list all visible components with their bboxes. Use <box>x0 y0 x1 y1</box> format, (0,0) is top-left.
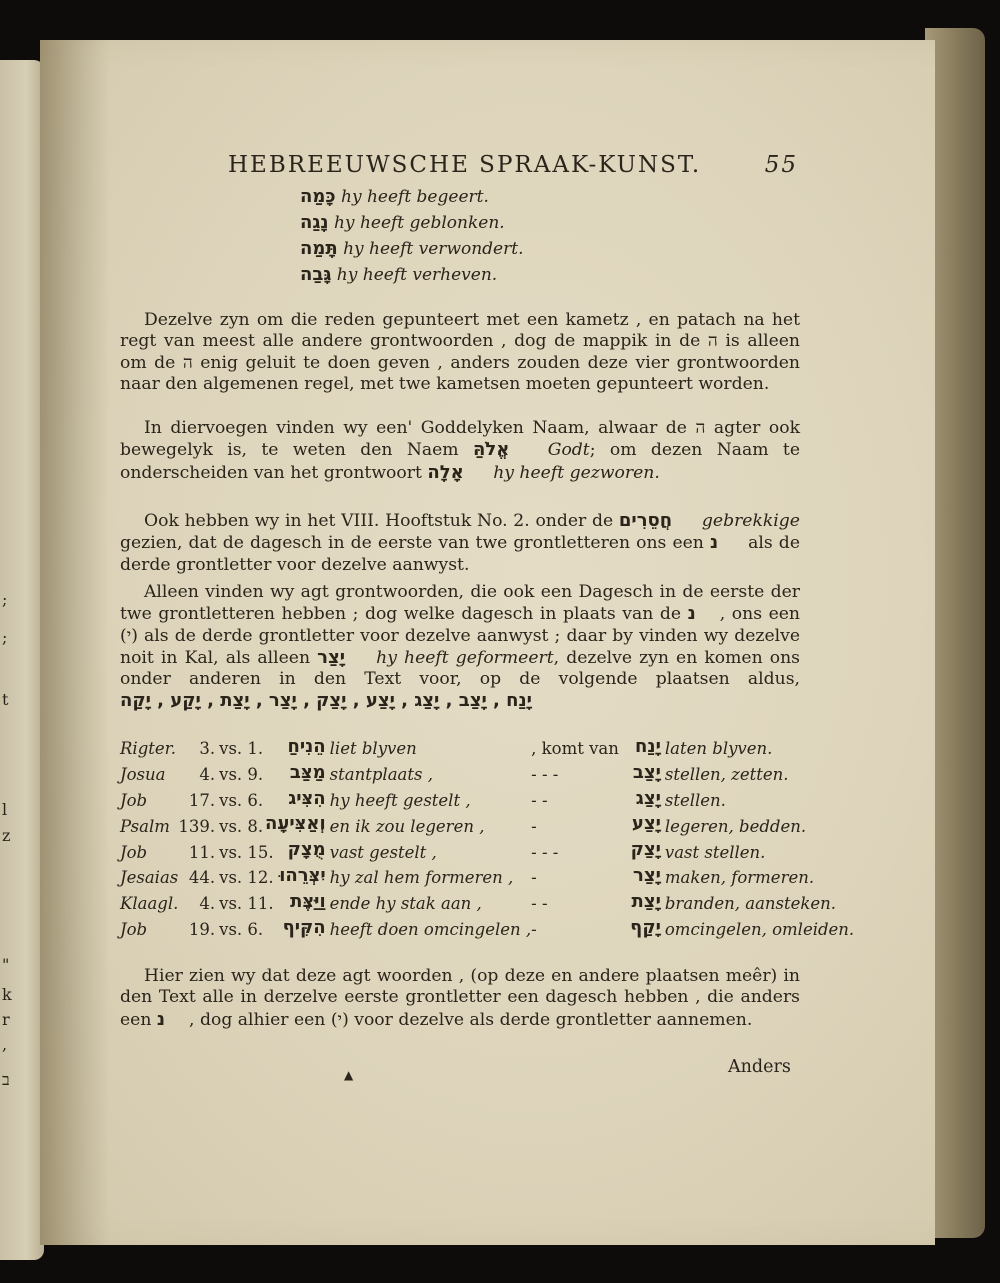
italic-gloss: gebrekkige <box>701 511 800 531</box>
ref-chapter: 19. <box>188 919 216 939</box>
ref-connector: - <box>531 816 537 836</box>
ref-book: Job <box>120 919 148 939</box>
paragraph-text: gezien, dat de dagesch in de eerste van twe grontletteren ons een <box>120 533 704 554</box>
gutter-shadow <box>40 40 110 1245</box>
ref-hebrew: הֵנִיחַ <box>287 736 326 757</box>
hebrew-word: תָּמַה <box>300 238 338 259</box>
ref-chapter: 44. <box>188 868 216 888</box>
ref-chapter: 11. <box>188 842 216 862</box>
ref-connector: - - - <box>531 842 559 862</box>
hebrew-word: אֱלֹהַּ <box>472 439 510 461</box>
table-row <box>120 788 854 814</box>
ref-verse: vs. 15. <box>219 842 274 862</box>
ref-hebrew: מֻצָק <box>287 839 326 861</box>
ref-root: יָצַב <box>632 761 661 783</box>
ref-connector: - <box>531 919 537 939</box>
ref-verse: vs. 9. <box>219 765 264 785</box>
ref-book: Klaagl. <box>120 894 179 914</box>
paragraph-text: als de derde grontletter voor dezelve aanwyst. <box>120 533 800 575</box>
ref-root: יָצַר <box>632 864 661 886</box>
ref-verse: vs. 11. <box>219 894 274 914</box>
reference-table <box>120 736 854 942</box>
ref-meaning: liet blyven <box>329 739 417 759</box>
hebrew-word: כָּמַה <box>300 186 336 207</box>
verb-example <box>300 186 523 212</box>
hebrew-letter: נ <box>687 603 696 625</box>
ref-meaning: stantplaats , <box>329 765 433 785</box>
ref-chapter: 3. <box>199 739 216 759</box>
paragraph-text: Hier zien wy dat deze agt woorden , (op deze en andere plaatsen meêr) in den Text alle in derzelve eerste grontletter een dagesch hebben , die anders een <box>120 966 800 1030</box>
paragraph-text: , ons een (י) als de derde grontletter voor dezelve aanwyst ; daar by vinden wy dezelve noit in Kal, als alleen <box>120 604 800 668</box>
ref-book: Josua <box>120 765 166 785</box>
ref-root-meaning: stellen. <box>664 790 726 810</box>
ref-connector: - - <box>531 790 548 810</box>
page-number: 55 <box>764 152 798 178</box>
ref-book: Psalm <box>120 816 170 836</box>
paragraph-text: , dezelve zyn en komen ons onder anderen in den Text voor, op de volgende plaatsen aldus, <box>120 647 800 690</box>
ref-hebrew: הִקִּיף <box>282 916 326 938</box>
ref-chapter: 4. <box>199 765 216 785</box>
table-row <box>120 762 854 788</box>
ref-root: יָצַת <box>631 890 661 912</box>
table-row <box>120 813 854 839</box>
verb-examples <box>300 186 523 290</box>
ref-verse: vs. 1. <box>219 739 264 759</box>
verb-meaning: hy heeft verwondert. <box>343 239 524 259</box>
table-row <box>120 865 854 891</box>
left-page-bleed: ; ; t l z " k r , ב <box>2 590 12 1089</box>
paragraph-eight-roots <box>120 582 800 713</box>
ref-chapter: 17. <box>188 790 216 810</box>
table-row <box>120 839 854 865</box>
ref-connector: - - - <box>531 765 559 785</box>
paragraph-pointing: Dezelve zyn om die reden gepunteert met een kametz , en patach na het regt van meest alle andere grontwoorden , dog de mappik in de ה is alleen om de ה enig geluit te doen geven , anders zouden deze vier grontwoorden naar den algemenen regel, met twe kametsen moeten gepunteert worden. <box>120 310 801 394</box>
ref-verse: vs. 8. <box>219 816 264 836</box>
paragraph-text: ; om dezen Naam te onderscheiden van het grontwoort <box>120 440 801 483</box>
paragraph-text: , dog alhier een (י) voor dezelve als derde grontletter aannemen. <box>189 1009 753 1030</box>
verb-meaning: hy heeft geblonken. <box>333 213 505 233</box>
hebrew-letter: נ <box>156 1008 166 1030</box>
ref-root: יָצַע <box>631 813 661 835</box>
verb-meaning: hy heeft verheven. <box>336 265 498 285</box>
ref-root-meaning: omcingelen, omleiden. <box>664 919 855 939</box>
ref-connector: - - <box>531 894 548 914</box>
running-header <box>228 152 798 186</box>
ref-meaning: heeft doen omcingelen , <box>329 919 532 939</box>
ref-verse: vs. 6. <box>219 790 264 810</box>
ref-book: Rigter. <box>120 739 176 759</box>
hebrew-word: חֲסֵרִים <box>618 510 673 531</box>
verb-example <box>300 238 523 264</box>
ref-book: Job <box>120 790 148 810</box>
ref-root: יָצַק <box>630 839 661 861</box>
ref-meaning: vast gestelt , <box>329 842 437 862</box>
ref-connector: , komt van <box>531 739 619 759</box>
ref-chapter: 139. <box>178 816 216 836</box>
ref-root-meaning: maken, formeren. <box>664 868 815 888</box>
hebrew-word: נָגַה <box>300 212 329 233</box>
paragraph-conclusion <box>120 966 800 1031</box>
paragraph-defective <box>120 510 800 576</box>
ref-meaning: en ik zou legeren , <box>329 816 485 836</box>
table-row <box>120 917 854 943</box>
ref-hebrew: מַצַּב <box>289 761 326 783</box>
verb-example <box>300 264 523 290</box>
ref-hebrew: יִצְּרֵהוּ <box>279 864 326 886</box>
ref-root-meaning: laten blyven. <box>664 739 773 759</box>
ref-meaning: ende hy stak aan , <box>329 894 482 914</box>
ref-connector: - <box>531 868 537 888</box>
ref-root: יָקַף <box>630 916 661 938</box>
ref-book: Job <box>120 842 148 862</box>
catchword: Anders <box>728 1057 791 1077</box>
paragraph-text: Alleen vinden wy agt grontwoorden, die ook een Dagesch in de eerste der twe grontletteren hebben ; dog welke dagesch in plaats van de <box>120 582 800 625</box>
ref-hebrew: וַיַּצֶּת <box>290 890 326 912</box>
ref-meaning: hy heeft gestelt , <box>329 790 471 810</box>
paragraph-divine-name <box>120 418 800 484</box>
ref-meaning: hy zal hem formeren , <box>329 868 514 888</box>
signature-mark: ▲ <box>344 1068 354 1082</box>
ref-verse: vs. 12. <box>219 868 274 888</box>
ref-hebrew: הִצִּיג <box>288 787 326 809</box>
table-row <box>120 736 854 762</box>
ref-hebrew: וְאַצִּיעָה <box>264 813 326 835</box>
ref-root: יָצַג <box>635 787 661 809</box>
table-row <box>120 891 854 917</box>
hebrew-root-list: יָנַח , יָצַב , יָצַג , יָצַע , יָצַק , יָצַר , יָצַת , יָקַע , יָקַה <box>120 690 532 712</box>
paragraph-text: Ook hebben wy in het VIII. Hooftstuk No. 2. onder de <box>144 511 614 531</box>
hebrew-word: אָלָה <box>427 461 464 483</box>
running-title: HEBREEUWSCHE SPRAAK-KUNST. <box>228 152 702 178</box>
verb-example <box>300 212 523 238</box>
ref-root-meaning: branden, aansteken. <box>664 894 837 914</box>
ref-chapter: 4. <box>199 894 216 914</box>
italic-gloss: hy heeft gezworen. <box>493 462 660 483</box>
hebrew-word: יָצַר <box>317 646 346 668</box>
ref-root-meaning: stellen, zetten. <box>664 765 789 785</box>
ref-root-meaning: legeren, bedden. <box>664 816 807 836</box>
hebrew-word: גָּבַה <box>300 264 332 285</box>
hebrew-letter: נ <box>709 532 719 554</box>
ref-root-meaning: vast stellen. <box>664 842 766 862</box>
ref-root: יָנַח <box>635 736 661 757</box>
paragraph-text: In diervoegen vinden wy een' Goddelyken Naam, alwaar de ה agter ook bewegelyk is, te weten den Naem <box>120 418 800 461</box>
ref-book: Jesaias <box>120 868 179 888</box>
verb-meaning: hy heeft begeert. <box>341 187 489 207</box>
italic-gloss: Godt <box>547 440 590 461</box>
ref-verse: vs. 6. <box>219 919 264 939</box>
italic-gloss: hy heeft geformeert <box>376 647 554 668</box>
